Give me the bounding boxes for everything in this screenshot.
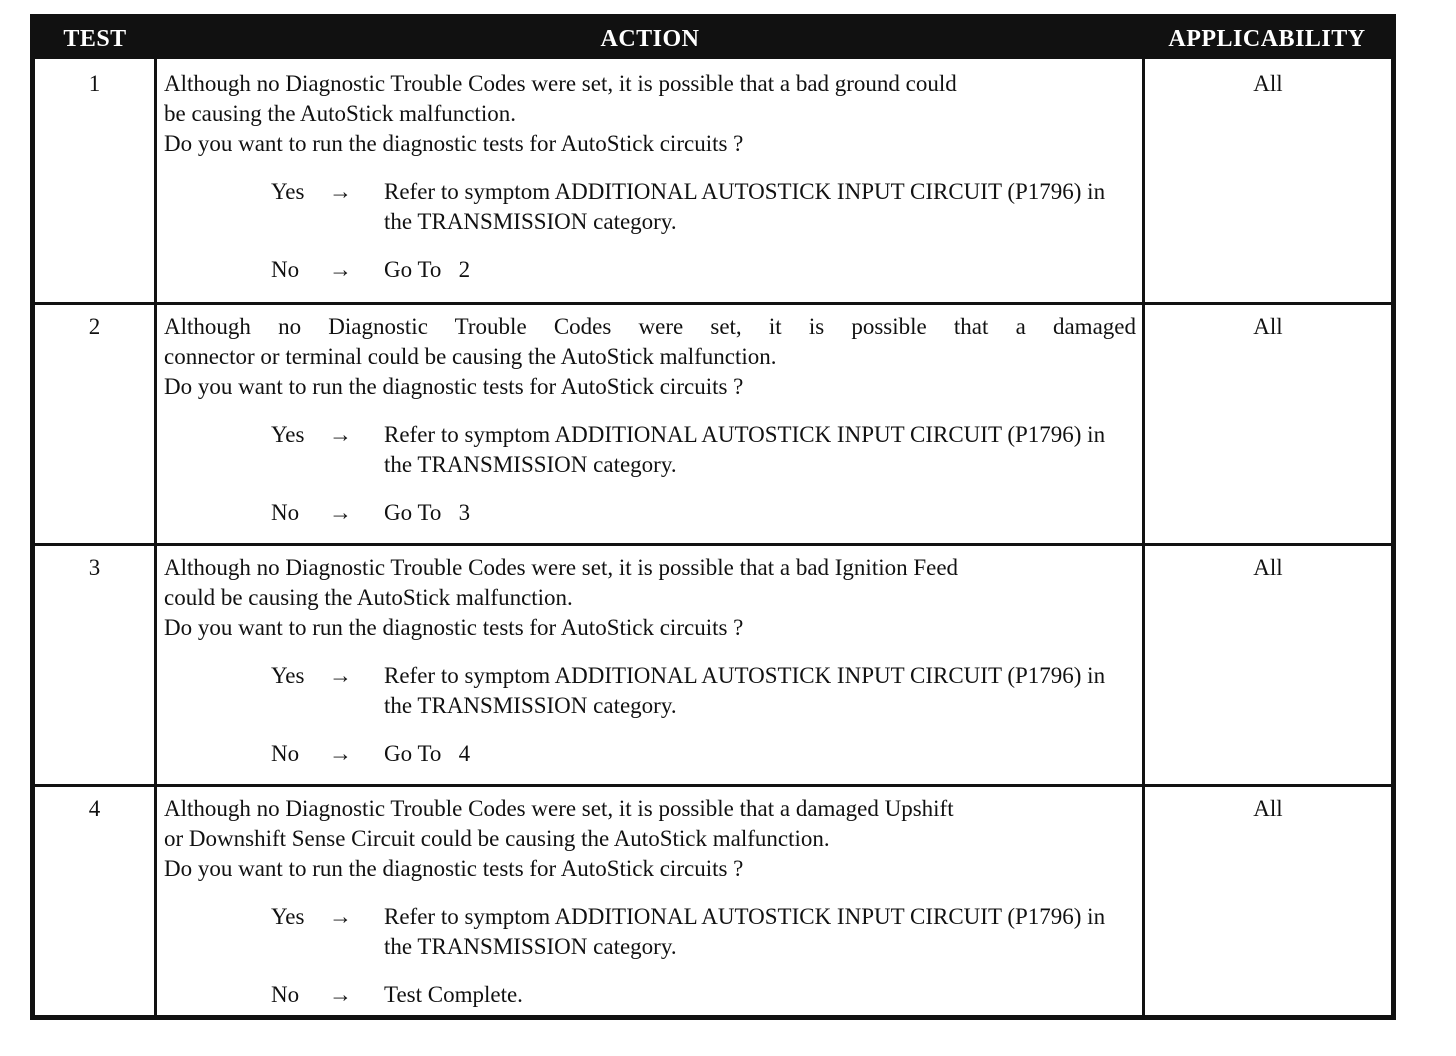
applicability-value: All bbox=[1253, 314, 1283, 339]
right-arrow-icon: → bbox=[329, 982, 352, 1007]
test-number: 2 bbox=[88, 314, 101, 339]
table-row bbox=[35, 784, 1391, 1015]
no-label: No bbox=[271, 741, 300, 766]
action-cell bbox=[164, 69, 1136, 303]
choices bbox=[271, 902, 1136, 1010]
action-cell bbox=[164, 794, 1136, 1028]
action-paragraph bbox=[164, 69, 1136, 159]
action-line: connector or terminal could be causing the AutoStick malfunction. bbox=[164, 344, 777, 369]
action-line: or Downshift Sense Circuit could be causing the AutoStick malfunction. bbox=[164, 826, 830, 851]
table-row bbox=[35, 59, 1391, 302]
yes-text: Refer to symptom ADDITIONAL AUTOSTICK INPUT CIRCUIT (P1796) in the TRANSMISSION category. bbox=[384, 904, 1106, 959]
applicability-value: All bbox=[1253, 796, 1283, 821]
yes-text: Refer to symptom ADDITIONAL AUTOSTICK INPUT CIRCUIT (P1796) in the TRANSMISSION category. bbox=[384, 422, 1106, 477]
action-paragraph bbox=[164, 553, 1136, 643]
no-text: Go To 4 bbox=[384, 741, 471, 766]
right-arrow-icon: → bbox=[329, 904, 352, 929]
choices bbox=[271, 177, 1136, 285]
action-line: Although no Diagnostic Trouble Codes were set, it is possible that a damaged bbox=[164, 314, 1136, 339]
choices bbox=[271, 661, 1136, 769]
no-choice bbox=[271, 498, 1136, 528]
action-line: Although no Diagnostic Trouble Codes were set, it is possible that a bad Ignition Feed bbox=[164, 555, 959, 580]
right-arrow-icon: → bbox=[329, 500, 352, 525]
right-arrow-icon: → bbox=[329, 179, 352, 204]
yes-choice bbox=[271, 177, 1136, 237]
row-divider bbox=[35, 302, 1391, 305]
action-line: Do you want to run the diagnostic tests for AutoStick circuits ? bbox=[164, 615, 744, 640]
no-text: Go To 2 bbox=[384, 257, 471, 282]
action-paragraph bbox=[164, 312, 1136, 402]
action-cell bbox=[164, 553, 1136, 787]
applicability-value: All bbox=[1253, 555, 1283, 580]
no-label: No bbox=[271, 982, 300, 1007]
right-arrow-icon: → bbox=[329, 257, 352, 282]
yes-label: Yes bbox=[271, 422, 305, 447]
no-choice bbox=[271, 739, 1136, 769]
no-text: Test Complete. bbox=[384, 982, 523, 1007]
action-line: Do you want to run the diagnostic tests for AutoStick circuits ? bbox=[164, 856, 744, 881]
action-line: Do you want to run the diagnostic tests for AutoStick circuits ? bbox=[164, 374, 744, 399]
diagnostic-table bbox=[30, 14, 1396, 1020]
no-text: Go To 3 bbox=[384, 500, 471, 525]
no-label: No bbox=[271, 500, 300, 525]
yes-choice bbox=[271, 420, 1136, 480]
no-choice bbox=[271, 980, 1136, 1010]
action-line: Although no Diagnostic Trouble Codes were set, it is possible that a bad ground could bbox=[164, 71, 957, 96]
applicability-value: All bbox=[1253, 71, 1283, 96]
no-label: No bbox=[271, 257, 300, 282]
action-paragraph bbox=[164, 794, 1136, 884]
yes-choice bbox=[271, 661, 1136, 721]
yes-choice bbox=[271, 902, 1136, 962]
action-cell bbox=[164, 312, 1136, 546]
right-arrow-icon: → bbox=[329, 422, 352, 447]
table-row bbox=[35, 543, 1391, 784]
yes-label: Yes bbox=[271, 904, 305, 929]
choices bbox=[271, 420, 1136, 528]
yes-text: Refer to symptom ADDITIONAL AUTOSTICK INPUT CIRCUIT (P1796) in the TRANSMISSION category. bbox=[384, 179, 1106, 234]
action-line: Do you want to run the diagnostic tests for AutoStick circuits ? bbox=[164, 131, 744, 156]
row-divider bbox=[35, 543, 1391, 546]
no-choice bbox=[271, 255, 1136, 285]
table-row bbox=[35, 302, 1391, 543]
action-line: could be causing the AutoStick malfunction. bbox=[164, 585, 573, 610]
action-line: Although no Diagnostic Trouble Codes were set, it is possible that a damaged Upshift bbox=[164, 796, 954, 821]
table-header bbox=[35, 19, 1391, 59]
yes-label: Yes bbox=[271, 663, 305, 688]
row-divider bbox=[35, 784, 1391, 787]
header-test: TEST bbox=[63, 26, 127, 52]
test-number: 3 bbox=[88, 555, 101, 580]
header-action: ACTION bbox=[600, 26, 700, 52]
right-arrow-icon: → bbox=[329, 741, 352, 766]
right-arrow-icon: → bbox=[329, 663, 352, 688]
test-number: 1 bbox=[88, 71, 101, 96]
yes-text: Refer to symptom ADDITIONAL AUTOSTICK INPUT CIRCUIT (P1796) in the TRANSMISSION category. bbox=[384, 663, 1106, 718]
yes-label: Yes bbox=[271, 179, 305, 204]
action-line: be causing the AutoStick malfunction. bbox=[164, 101, 516, 126]
header-applicability: APPLICABILITY bbox=[1168, 26, 1366, 52]
test-number: 4 bbox=[88, 796, 101, 821]
